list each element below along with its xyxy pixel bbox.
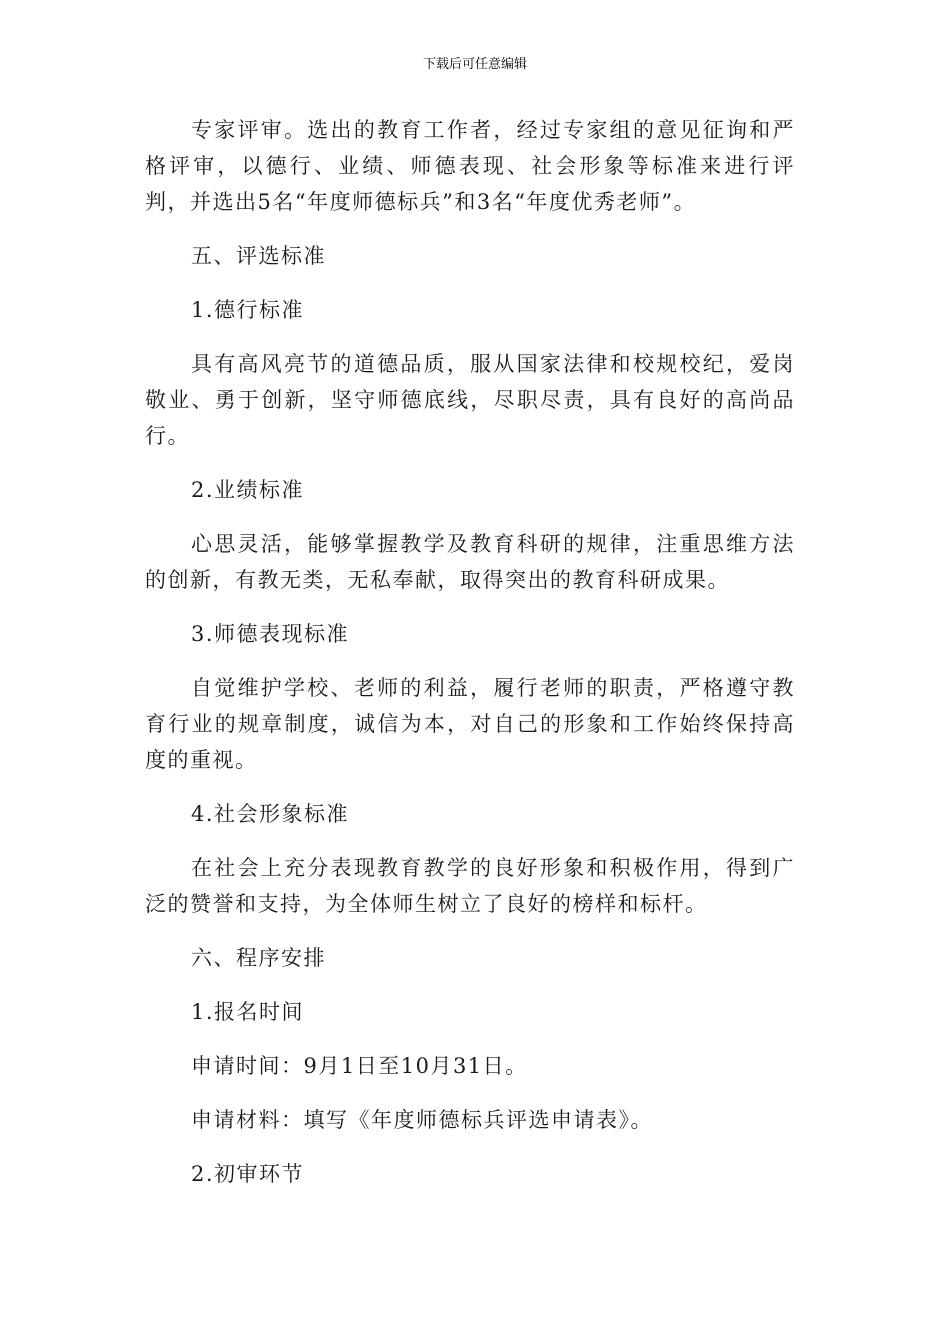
subheading-ethics-standard: 3.师德表现标准 (191, 622, 350, 646)
paragraph-ethics-standard: 自觉维护学校、老师的利益，履行老师的职责，严格遵守教育行业的规章制度，诚信为本，对自己的形象和工作始终保持高度的重视。 (145, 676, 795, 772)
paragraph-application-time: 申请时间：9月1日至10月31日。 (191, 1054, 528, 1078)
section-heading-procedure: 六、程序安排 (191, 946, 326, 970)
section-heading-criteria: 五、评选标准 (191, 244, 326, 268)
subheading-performance-standard: 2.业绩标准 (191, 478, 305, 502)
paragraph-expert-review: 专家评审。选出的教育工作者，经过专家组的意见征询和严格评审，以德行、业绩、师德表现、社会形象等标准来进行评判，并选出5名“年度师德标兵”和3名“年度优秀老师”。 (145, 118, 795, 214)
subheading-registration-time: 1.报名时间 (191, 1000, 305, 1024)
paragraph-social-image-standard: 在社会上充分表现教育教学的良好形象和积极作用，得到广泛的赞誉和支持，为全体师生树立了良好的榜样和标杆。 (145, 856, 795, 916)
paragraph-virtue-standard: 具有高风亮节的道德品质，服从国家法律和校规校纪，爱岗敬业、勇于创新，坚守师德底线，尽职尽责，具有良好的高尚品行。 (145, 352, 795, 448)
subheading-preliminary-review: 2.初审环节 (191, 1162, 305, 1186)
page-header: 下载后可任意编辑 (422, 57, 527, 72)
subheading-virtue-standard: 1.德行标准 (191, 298, 305, 322)
subheading-social-image-standard: 4.社会形象标准 (191, 802, 350, 826)
paragraph-performance-standard: 心思灵活，能够掌握教学及教育科研的规律，注重思维方法的创新，有教无类，无私奉献，取得突出的教育科研成果。 (145, 532, 795, 592)
paragraph-application-materials: 申请材料：填写《年度师德标兵评选申请表》。 (191, 1108, 653, 1132)
document-body (145, 112, 795, 1210)
